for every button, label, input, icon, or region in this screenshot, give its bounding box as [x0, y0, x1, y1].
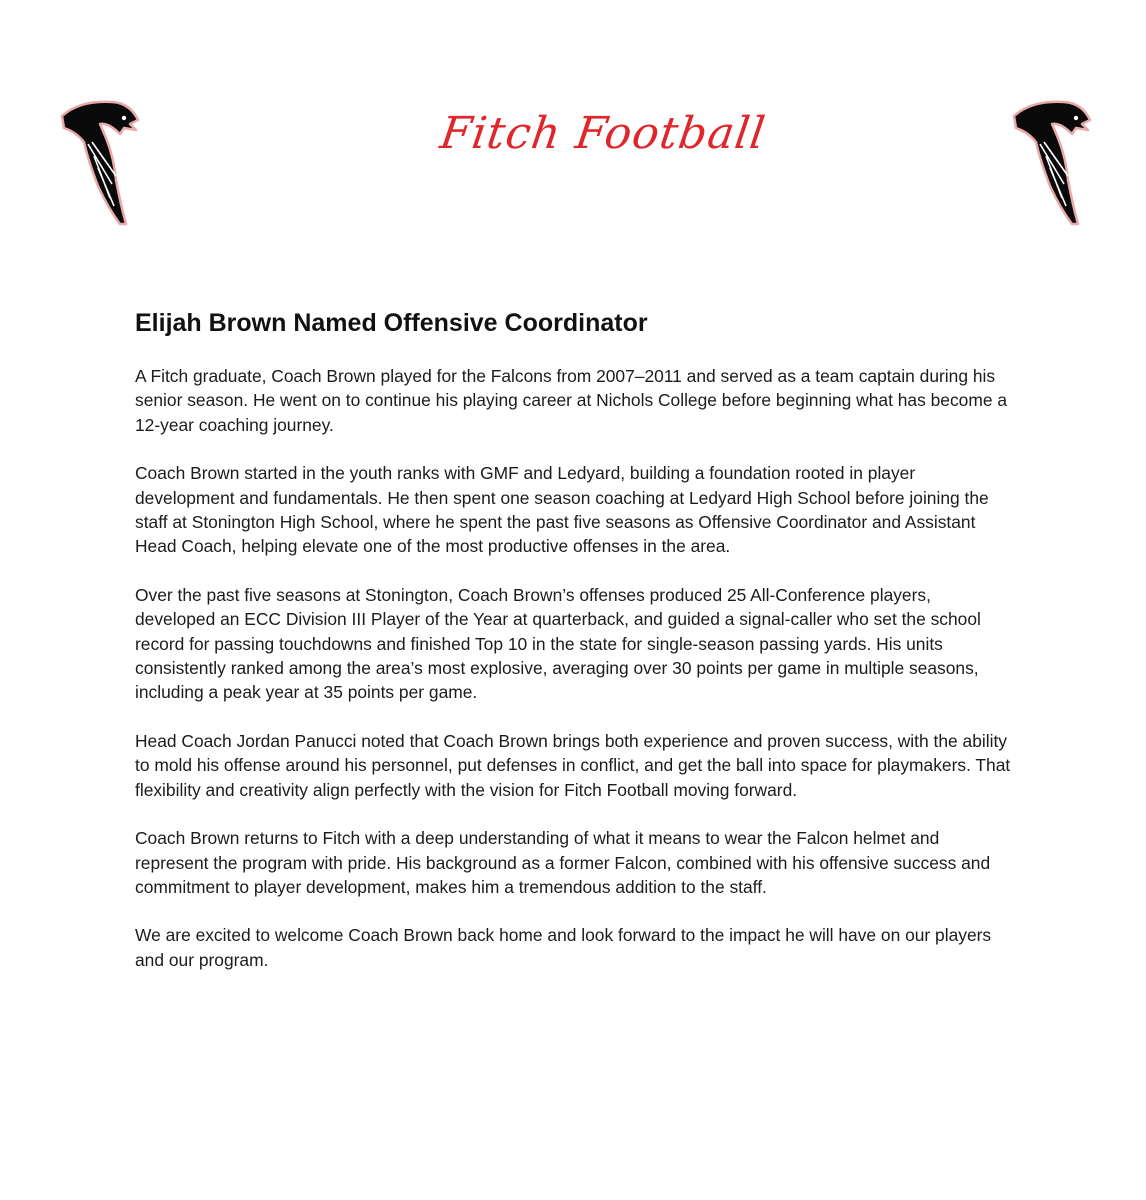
falcon-logo-icon	[1010, 98, 1094, 228]
article-paragraph: A Fitch graduate, Coach Brown played for the Falcons from 2007–2011 and served as a team captain during his senior season. He went on to continue his playing career at Nichols College before beginning what has become a 12-year coaching journey.	[135, 366, 1007, 435]
article	[135, 306, 1011, 996]
article-paragraph: We are excited to welcome Coach Brown back home and look forward to the impact he will have on our players and our program.	[135, 925, 992, 970]
article-paragraph: Head Coach Jordan Panucci noted that Coach Brown brings both experience and proven success, with the ability to mold his offense around his personnel, put defenses in conflict, and get the ball into space for playmakers. That flexibility and creativity align perfectly with the vision for Fitch Football moving forward.	[135, 730, 1011, 800]
article-paragraph: Over the past five seasons at Stonington, Coach Brown’s offenses produced 25 All-Conference players, developed an ECC Division III Player of the Year at quarterback, and guided a signal-caller who set the school record for passing touchdowns and finished Top 10 in the state for single-season passing yards. His units consistently ranked among the area’s most explosive, averaging over 30 points per game in multiple seasons, including a peak year at 35 points per game.	[135, 584, 981, 703]
brand-title: Fitch Football	[437, 108, 769, 159]
article-paragraph: Coach Brown started in the youth ranks with GMF and Ledyard, building a foundation rooted in player development and fundamentals. He then spent one season coaching at Ledyard High School before joining the staff at Stonington High School, where he spent the past five seasons as Offensive Coordinator and Assistant Head Coach, helping elevate one of the most productive offenses in the area.	[135, 463, 989, 557]
article-headline: Elijah Brown Named Offensive Coordinator	[135, 309, 648, 337]
falcon-logo-right	[1010, 98, 1094, 228]
article-paragraph: Coach Brown returns to Fitch with a deep understanding of what it means to wear the Falcon helmet and represent the program with pride. His background as a former Falcon, combined with his offensive success and commitment to player development, makes him a tremendous addition to the staff.	[135, 828, 991, 897]
